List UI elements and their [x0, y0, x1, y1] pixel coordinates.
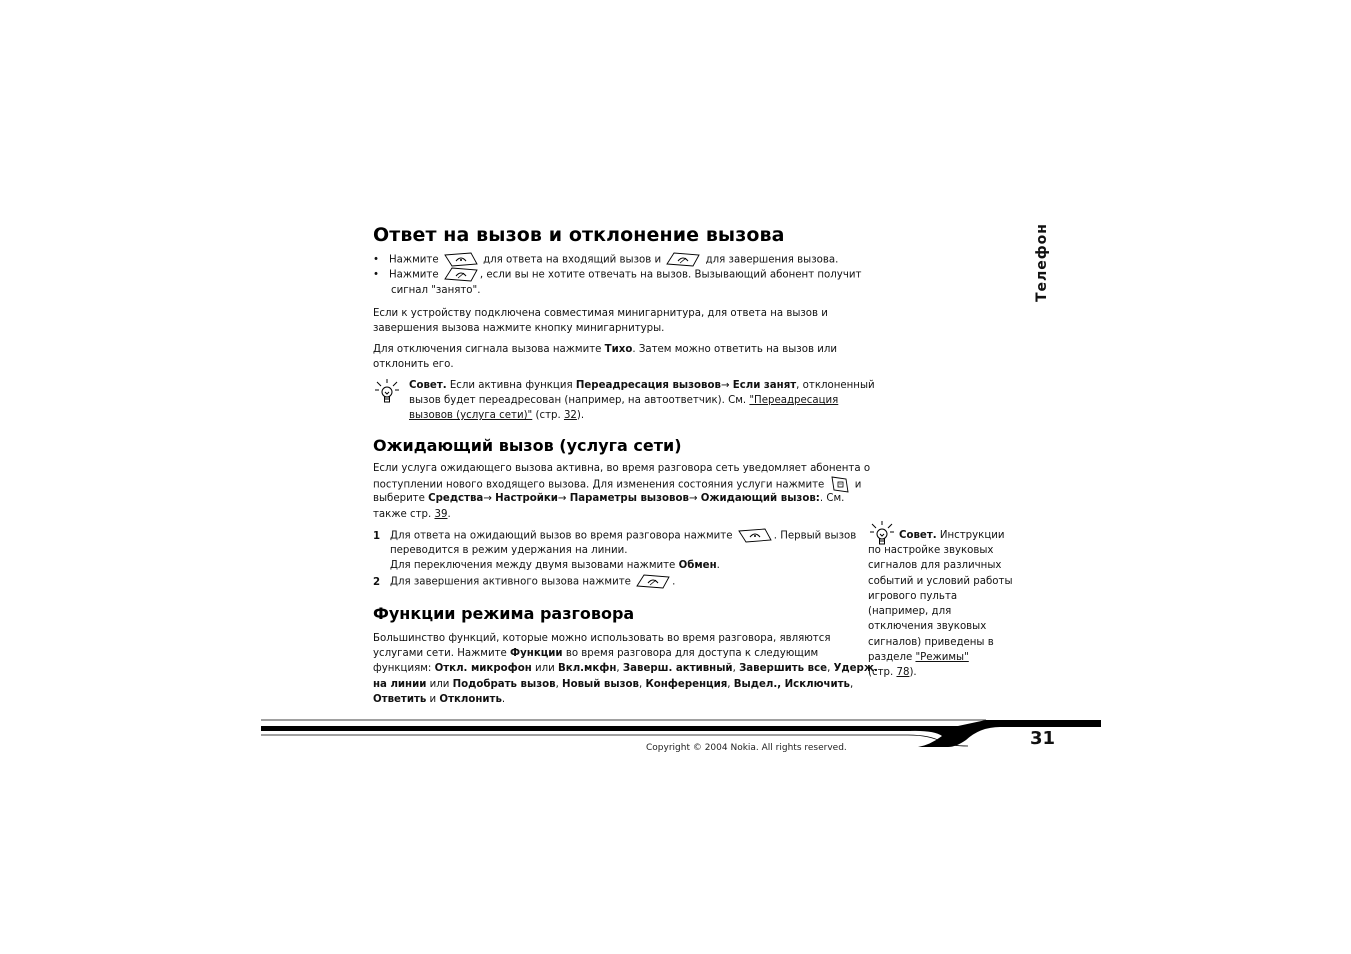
text-line: также стр. 39. [373, 509, 451, 520]
text-line: сигналов) приведены в [868, 637, 994, 648]
text-line: выберите Средства→ Настройки→ Параметры вызовов→ Ожидающий вызов:. См. [373, 493, 845, 504]
end-key-icon [636, 574, 670, 589]
text-line: услугами сети. Нажмите Функции во время разговора для доступа к следующим [373, 648, 819, 659]
text-line: на линии или Подобрать вызов, Новый вызов, Конференция, Выдел., Исключить, [373, 679, 854, 690]
text-line: отключения звуковых [868, 621, 987, 632]
call-key-icon [738, 528, 772, 543]
text-line: Если к устройству подключена совместимая минигарнитура, для ответа на вызов и [373, 308, 828, 319]
list-item [373, 252, 838, 268]
answer-paragraph-silence [373, 342, 853, 374]
silence-softkey-label: Тихо [604, 344, 633, 355]
list-item [373, 267, 861, 283]
bullet-text: сигнал "занято". [391, 285, 481, 296]
call-key-icon [444, 252, 478, 267]
tip-bulb-icon [375, 379, 399, 405]
section-tab: Телефон [1034, 223, 1050, 302]
text-line: событий и условий работы [868, 576, 1013, 587]
answer-paragraph-headset [373, 306, 853, 338]
end-key-icon [444, 267, 478, 282]
link-call-forwarding-cont[interactable]: вызовов (услуга сети)" [409, 410, 533, 421]
text-line: сигналов для различных [868, 560, 1002, 571]
text-line: вызов будет переадресован (например, на автоответчик). См. "Переадресация [409, 395, 839, 406]
functions-paragraph [373, 631, 878, 709]
text-line: завершения вызова нажмите кнопку минигарнитуры. [373, 323, 665, 334]
bullet: • [373, 269, 380, 281]
link-page-32[interactable]: 32 [563, 410, 577, 421]
bullet: • [373, 254, 380, 266]
link-page-78[interactable]: 78 [896, 667, 910, 678]
link-profiles[interactable]: "Режимы" [915, 652, 969, 663]
text-line: (например, для [868, 606, 952, 617]
page-number: 31 [1030, 728, 1056, 749]
bullet-text: Нажмите [389, 269, 439, 281]
answer-bullet-list [373, 252, 862, 302]
text-line: игрового пульта [868, 591, 958, 602]
text-line: по настройке звуковых [868, 545, 994, 556]
text-line: поступлении нового входящего вызова. Для изменения состояния услуги нажмите и [373, 476, 861, 493]
list-item: 2 Для завершения активного вызова нажмите . [373, 574, 675, 590]
text-line: отклонить его. [373, 359, 454, 370]
answer-title: Ответ на вызов и отклонение вызова [373, 224, 785, 246]
copyright: Copyright © 2004 Nokia. All rights reserved. [646, 743, 847, 753]
text-line: Для отключения сигнала вызова нажмите Тихо. Затем можно ответить на вызов или [373, 344, 837, 355]
end-key-icon [666, 252, 700, 267]
text-line: функциям: Откл. микрофон или Вкл.мкфн, Заверш. активный, Завершить все, Удерж. [373, 663, 878, 674]
bullet-text: , если вы не хотите отвечать на вызов. Вызывающий абонент получит [479, 269, 862, 281]
text-line: Большинство функций, которые можно использовать во время разговора, являются [373, 633, 831, 644]
waiting-steps [373, 528, 863, 592]
text-line: вызовов (услуга сети)" (стр. 32). [409, 410, 585, 421]
bullet-text: для ответа на входящий вызов и [483, 254, 662, 266]
bullet-text: Нажмите [389, 254, 439, 266]
functions-title: Функции режима разговора [373, 604, 635, 623]
text-line: переводится в режим удержания на линии. [390, 545, 628, 556]
text-line: разделе "Режимы" [868, 652, 969, 663]
link-page-39[interactable]: 39 [434, 509, 448, 520]
link-call-forwarding[interactable]: "Переадресация [749, 395, 839, 406]
text-line: Совет. Инструкции [899, 530, 1005, 541]
bullet-text: для завершения вызова. [705, 254, 839, 266]
text-line: Для переключения между двумя вызовами нажмите Обмен. [390, 560, 720, 571]
text-line: (стр. 78). [868, 667, 917, 678]
text-line: Если услуга ожидающего вызова активна, во время разговора сеть уведомляет абонента о [373, 463, 871, 474]
waiting-title: Ожидающий вызов (услуга сети) [373, 436, 682, 455]
text-line: Ответить и Отклонить. [373, 694, 506, 705]
list-item: 1 Для ответа на ожидающий вызов во время разговора нажмите . Первый вызов [373, 528, 856, 544]
text-line: Совет. Если активна функция Переадресация вызовов→ Если занят, отклоненный [409, 380, 875, 391]
tip-forwarding [409, 378, 875, 425]
side-tip [868, 528, 1018, 683]
waiting-paragraph [373, 461, 871, 525]
